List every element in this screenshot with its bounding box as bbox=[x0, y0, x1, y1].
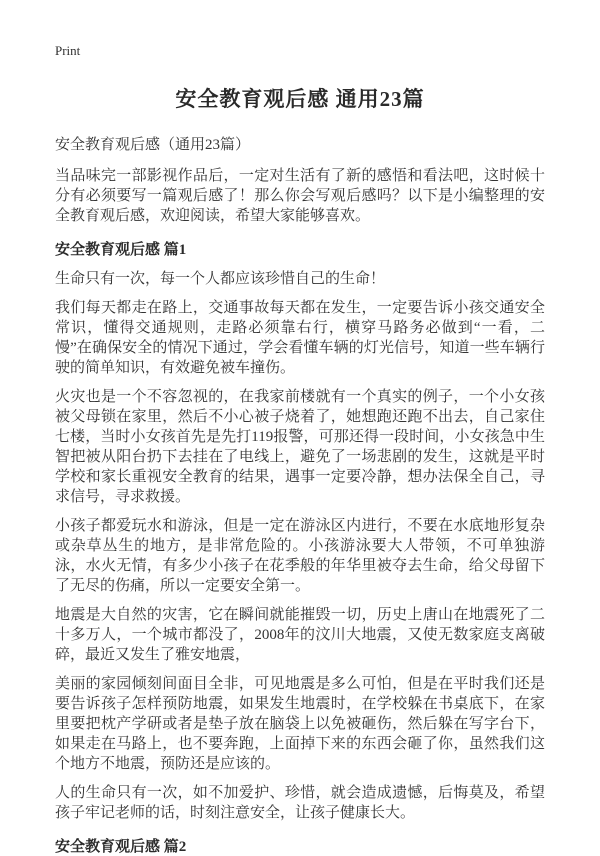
document-subtitle: 安全教育观后感（通用23篇） bbox=[55, 137, 251, 153]
print-button[interactable]: Print bbox=[55, 43, 81, 58]
body-paragraph-4: 小孩子都爱玩水和游泳，但是一定在游泳区内进行，不要在水底地形复杂或杂草丛生的地方，是非常危险的。小孩游泳要大人带领，不可单独游泳，水火无情，有多少小孩子在花季般的年华里被夺去生命，给父母留下了无尽的伤痛，所以一定要安全第一。 bbox=[55, 518, 545, 594]
body-paragraph-6: 美丽的家园倾刻间面目全非，可见地震是多么可怕，但是在平时我们还是要告诉孩子怎样预防地震，如果发生地震时，在学校躲在书桌底下，在家里要把枕产学研或者是垫子放在脑袋上以免被砸伤，然后躲在写字台下，如果走在马路上，也不要奔跑，上面掉下来的东西会砸了你，虽然我们这个地方不地震，预防还是应该的。 bbox=[55, 676, 545, 772]
section-1-heading: 安全教育观后感 篇1 bbox=[55, 242, 187, 258]
body-paragraph-7: 人的生命只有一次，如不加爱护、珍惜，就会造成遗憾，后悔莫及，希望孩子牢记老师的话，时刻注意安全，让孩子健康长大。 bbox=[55, 785, 545, 821]
body-paragraph-2: 我们每天都走在路上，交通事故每天都在发生，一定要告诉小孩交通安全常识，懂得交通规则，走路必须靠右行，横穿马路务必做到“一看，二慢”在确保安全的情况下通过，学会看懂车辆的灯光信号，知道一些车辆行驶的简单知识，有效避免被车撞伤。 bbox=[55, 300, 545, 376]
body-paragraph-1: 生命只有一次，每一个人都应该珍惜自己的生命！ bbox=[55, 271, 386, 287]
page-title: 安全教育观后感 通用23篇 bbox=[175, 87, 425, 111]
body-paragraph-5: 地震是大自然的灾害，它在瞬间就能摧毁一切，历史上唐山在地震死了二十多万人，一个城市都没了，2008年的汶川大地震，又使无数家庭支离破碎，最近又发生了雅安地震， bbox=[55, 607, 545, 663]
intro-paragraph: 当品味完一部影视作品后，一定对生活有了新的感悟和看法吧，这时候十分有必须要写一篇观后感了！那么你会写观后感吗？以下是小编整理的安全教育观后感，欢迎阅读，希望大家能够喜欢。 bbox=[55, 168, 545, 224]
section-2-heading: 安全教育观后感 篇2 bbox=[55, 839, 187, 855]
body-paragraph-3: 火灾也是一个不容忽视的，在我家前楼就有一个真实的例子，一个小女孩被父母锁在家里，然后不小心被子烧着了，她想跑还跑不出去，自己家住七楼，当时小女孩首先是先打119报警，可那还得一段时间，小女孩急中生智把被从阳台扔下去挂在了电线上，避免了一场悲剧的发生，这就是平时学校和家长重视安全教育的结果，遇事一定要冷静，想办法保全自己，寻求信号，寻求救援。 bbox=[55, 389, 545, 505]
